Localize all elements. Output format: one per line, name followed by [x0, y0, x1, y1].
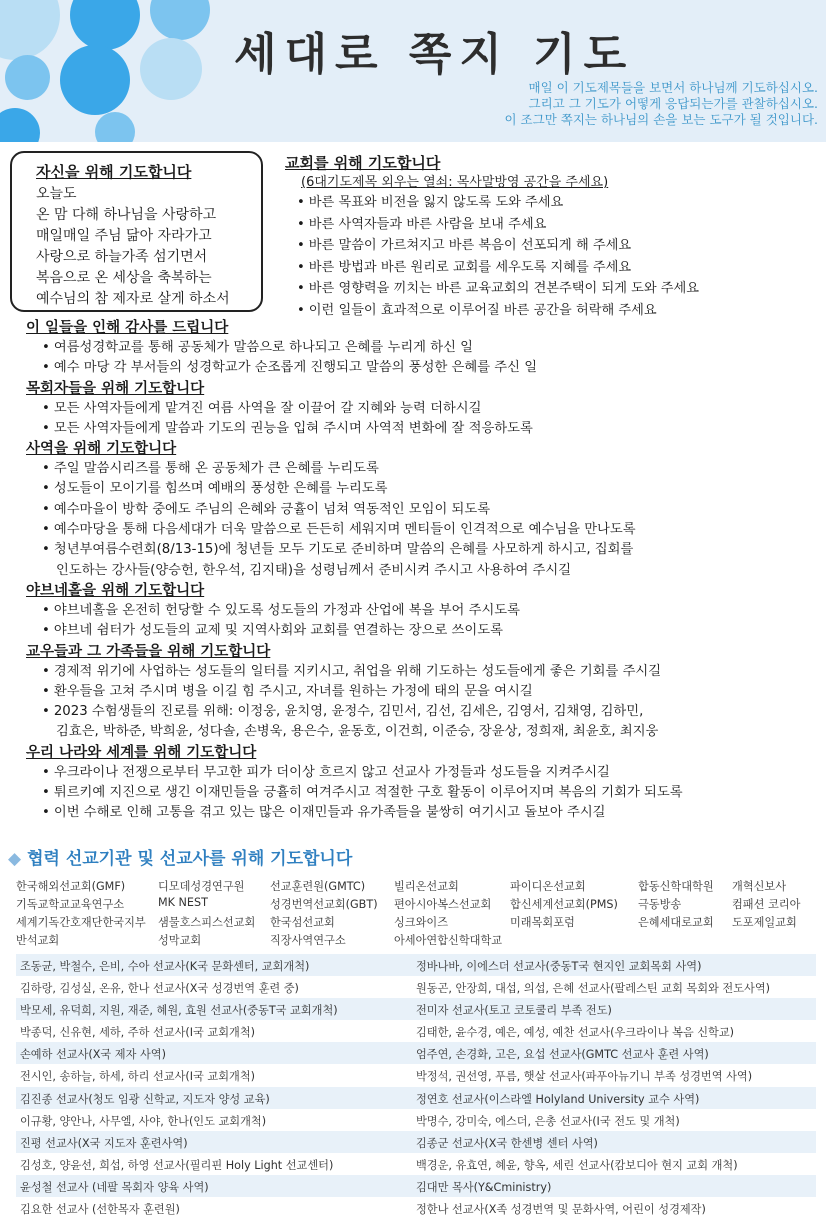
- decor-circle: [5, 55, 50, 100]
- agency-name: 싱크와이즈: [394, 916, 449, 929]
- self-prayer-box: [10, 151, 263, 312]
- missionary-row: [16, 954, 816, 976]
- church-prayer-item: • 바른 말씀이 가르쳐지고 바른 복음이 선포되게 해 주세요: [285, 235, 820, 257]
- missionary-entry: 김하랑, 김성실, 온유, 한나 선교사(X국 성경번역 훈련 중): [20, 982, 299, 996]
- agency-name: 개혁신보사: [732, 880, 787, 893]
- decor-circle: [140, 38, 202, 100]
- church-prayer-item: • 바른 영향력을 끼치는 바른 교육교회의 견본주택이 되게 도와 주세요: [285, 278, 820, 300]
- missionary-entry: 원동곤, 안장희, 대섭, 의섭, 은혜 선교사(팔레스틴 교회 목회와 전도사역): [416, 982, 771, 996]
- prayer-section: [26, 379, 818, 440]
- agency-name: 도포제일교회: [732, 916, 797, 929]
- prayer-sections: [26, 318, 818, 824]
- agency-name: 빌리온선교회: [394, 880, 459, 893]
- agency-name: 극동방송: [638, 898, 682, 911]
- decor-circle: [70, 0, 140, 50]
- mission-heading: [8, 844, 352, 869]
- church-prayer-item: • 바른 목표와 비전을 잃지 않도록 도와 주세요: [285, 192, 820, 214]
- prayer-item: • 야브네홀을 온전히 헌당할 수 있도록 성도들의 가정과 산업에 복을 부어 주시도록: [26, 601, 818, 621]
- missionary-entry: 정바나바, 이에스더 선교사(중동T국 현지인 교회목회 사역): [416, 960, 702, 973]
- prayer-item: • 모든 사역자들에게 말씀과 기도의 권능을 입혀 주시며 사역적 변화에 잘 적응하도록: [26, 419, 818, 439]
- agency-name: 선교훈련원(GMTC): [270, 880, 366, 893]
- prayer-item: • 튀르키예 지진으로 생긴 이재민들을 긍휼히 여겨주시고 적절한 구호 활동이 이루어지며 복음의 기회가 되도록: [26, 783, 818, 803]
- agency-name: 디모데성경연구원: [158, 880, 245, 893]
- header-banner: [0, 0, 826, 142]
- missionary-entry: 이규황, 양안나, 사무엘, 사야, 한나(인도 교회개척): [20, 1114, 267, 1128]
- agency-name: 은혜세대로교회: [638, 916, 714, 929]
- missionary-entry: 손예하 선교사(X국 제자 사역): [20, 1048, 166, 1062]
- agency-list: [16, 876, 822, 948]
- missionary-row: [16, 1153, 816, 1175]
- agency-name: 반석교회: [16, 934, 60, 947]
- section-heading: 우리 나라와 세계를 위해 기도합니다: [26, 744, 257, 761]
- missionary-entry: 박종덕, 신유현, 세하, 주하 선교사(I국 교회개척): [20, 1026, 256, 1040]
- prayer-item: • 성도들이 모이기를 힘쓰며 예배의 풍성한 은혜를 누리도록: [26, 479, 818, 499]
- agency-row: [16, 912, 822, 930]
- page-title: 세대로 쪽지 기도: [234, 29, 635, 80]
- agency-name: 컴패션 코리아: [732, 898, 801, 911]
- prayer-section: [26, 743, 818, 824]
- prayer-section: [26, 439, 818, 581]
- decor-circle: [0, 108, 40, 142]
- bullet-icon: ◆: [8, 849, 22, 869]
- prayer-item: • 우크라이나 전쟁으로부터 무고한 피가 더이상 흐르지 않고 선교사 가정들과 성도들을 지켜주시길: [26, 763, 818, 783]
- agency-name: 편아시아복스선교회: [394, 898, 492, 911]
- missionary-row: [16, 1064, 816, 1086]
- agency-name: 파이디온선교회: [510, 880, 586, 893]
- decor-circle: [60, 45, 130, 115]
- prayer-item: • 2023 수험생들의 진로를 위해: 이정웅, 윤치영, 윤정수, 김민서, 김선, 김세은, 김영서, 김채영, 김하민,: [26, 702, 818, 722]
- missionary-entry: 김대만 목사(Y&Cministry): [416, 1180, 552, 1194]
- missionary-entry: 전시인, 송하늘, 하세, 하리 선교사(I국 교회개척): [20, 1070, 256, 1084]
- prayer-item: • 예수마을이 방학 중에도 주님의 은혜와 긍휼이 넘쳐 역동적인 모임이 되도록: [26, 500, 818, 520]
- missionary-row: [16, 1020, 816, 1042]
- self-prayer-line: 오늘도: [36, 186, 77, 202]
- missionary-entry: 박정석, 권선영, 푸름, 햇살 선교사(파푸아뉴기니 부족 성경번역 사역): [416, 1070, 753, 1084]
- self-prayer-heading: 자신을 위해 기도합니다: [36, 163, 192, 181]
- church-prayer-section: [285, 153, 820, 322]
- missionary-entry: 김요한 선교사 (선한목자 훈련원): [20, 1203, 180, 1217]
- missionary-row: [16, 1197, 816, 1219]
- missionary-row: [16, 998, 816, 1020]
- agency-name: 합신세계선교회(PMS): [510, 898, 618, 911]
- missionary-row: [16, 1175, 816, 1197]
- agency-name: 샘물호스피스선교회: [158, 916, 256, 929]
- agency-name: 미래목회포럼: [510, 916, 575, 929]
- missionary-row: [16, 976, 816, 998]
- missionary-entry: 김진종 선교사(청도 임광 신학교, 지도자 양성 교육): [20, 1092, 270, 1106]
- self-prayer-line: 사랑으로 하늘가족 섬기면서: [36, 249, 208, 265]
- prayer-section: [26, 318, 818, 379]
- prayer-item-continued: 인도하는 강사들(양승헌, 한우석, 김지태)을 성령님께서 준비시켜 주시고 사용하여 주시길: [56, 562, 572, 578]
- church-prayer-key: (6대기도제목 외우는 열쇠: 목사말방영 공간을 주세요): [301, 175, 609, 190]
- missionary-entry: 정한나 선교사(X족 성경번역 및 문화사역, 어린이 성경제작): [416, 1203, 706, 1217]
- subtitle-line: 매일 이 기도제목들을 보면서 하나님께 기도하십시오.: [528, 80, 818, 95]
- agency-row: [16, 876, 822, 894]
- missionary-entry: 엄주연, 손경화, 고은, 요섭 선교사(GMTC 선교사 훈련 사역): [416, 1048, 709, 1062]
- self-prayer-line: 매일매일 주님 닮아 자라가고: [36, 228, 212, 244]
- prayer-item: • 환우들을 고쳐 주시며 병을 이길 힘 주시고, 자녀를 원하는 가정에 태의 문을 여시길: [26, 682, 818, 702]
- prayer-item: • 야브네 쉼터가 성도들의 교제 및 지역사회와 교회를 연결하는 장으로 쓰이도록: [26, 621, 818, 641]
- agency-name: 한국섬선교회: [270, 916, 335, 929]
- prayer-item: • 경제적 위기에 사업하는 성도들의 일터를 지키시고, 취업을 위해 기도하는 성도들에게 좋은 기회를 주시길: [26, 662, 818, 682]
- agency-name: MK NEST: [158, 896, 208, 909]
- missionary-entry: 김성호, 양윤선, 희섭, 하영 선교사(필리핀 Holy Light 선교센터): [20, 1158, 334, 1172]
- section-heading: 야브네홀을 위해 기도합니다: [26, 582, 205, 599]
- missionary-entry: 박명수, 강미숙, 에스더, 은총 선교사(I국 전도 및 개척): [416, 1114, 680, 1128]
- church-prayer-heading: 교회를 위해 기도합니다: [285, 154, 441, 172]
- missionary-entry: 김종군 선교사(X국 한센병 센터 사역): [416, 1136, 598, 1150]
- prayer-item: • 청년부여름수련회(8/13-15)에 청년들 모두 기도로 준비하며 말씀의 은혜를 사모하게 하시고, 집회를: [26, 540, 818, 560]
- agency-name: 직장사역연구소: [270, 934, 346, 947]
- agency-row: [16, 930, 822, 948]
- prayer-item-continued: 김효은, 박하준, 박희윤, 성다솔, 손병욱, 용은수, 윤동호, 이건희, 이준승, 장윤상, 정희재, 최윤호, 최지웅: [56, 724, 659, 740]
- decor-circle: [0, 0, 60, 60]
- header-subtitle: [505, 80, 819, 128]
- prayer-section: [26, 581, 818, 642]
- agency-name: 아세아연합신학대학교: [394, 934, 503, 947]
- prayer-item: • 예수마당을 통해 다음세대가 더욱 말씀으로 든든히 세워지며 멘티들이 인격적으로 예수님을 만나도록: [26, 520, 818, 540]
- subtitle-line: 이 조그만 쪽지는 하나님의 손을 보는 도구가 될 것입니다.: [504, 112, 818, 127]
- missionary-entry: 조동균, 박철수, 은비, 수아 선교사(K국 문화센터, 교회개척): [20, 960, 310, 973]
- missionary-table: [16, 954, 816, 1219]
- section-heading: 목회자들을 위해 기도합니다: [26, 380, 205, 397]
- agency-name: 기독교학교교육연구소: [16, 898, 125, 911]
- missionary-entry: 진평 선교사(X국 지도자 훈련사역): [20, 1136, 188, 1150]
- agency-name: 세계기독간호재단한국지부: [16, 916, 146, 929]
- missionary-entry: 박모세, 유덕희, 지원, 재준, 혜원, 효원 선교사(중동T국 교회개척): [20, 1004, 338, 1018]
- missionary-row: [16, 1109, 816, 1131]
- agency-name: 성막교회: [158, 934, 202, 947]
- subtitle-line: 그리고 그 기도가 어떻게 응답되는가를 관찰하십시오.: [528, 96, 818, 111]
- mission-heading-text: 협력 선교기관 및 선교사를 위해 기도합니다: [27, 849, 353, 869]
- church-prayer-item: • 바른 사역자들과 바른 사람을 보내 주세요: [285, 214, 820, 236]
- decor-circle: [95, 112, 135, 142]
- prayer-item: • 주일 말씀시리즈를 통해 온 공동체가 큰 은혜를 누리도록: [26, 459, 818, 479]
- self-prayer-line: 예수님의 참 제자로 살게 하소서: [36, 291, 230, 307]
- church-prayer-item: • 바른 방법과 바른 원리로 교회를 세우도록 지혜를 주세요: [285, 257, 820, 279]
- prayer-section: [26, 642, 818, 743]
- prayer-item: • 모든 사역자들에게 맡겨진 여름 사역을 잘 이끌어 갈 지혜와 능력 더하시길: [26, 399, 818, 419]
- agency-row: [16, 894, 822, 912]
- section-heading: 교우들과 그 가족들을 위해 기도합니다: [26, 643, 271, 660]
- section-heading: 이 일들을 인해 감사를 드립니다: [26, 320, 229, 336]
- agency-name: 한국해외선교회(GMF): [16, 880, 126, 893]
- church-prayer-item: • 이런 일들이 효과적으로 이루어질 바른 공간을 허락해 주세요: [285, 300, 820, 322]
- self-prayer-line: 복음으로 온 세상을 축복하는: [36, 270, 212, 286]
- missionary-entry: 윤성철 선교사 (네팔 목회자 양육 사역): [20, 1180, 209, 1194]
- prayer-item: • 예수 마당 각 부서들의 성경학교가 순조롭게 진행되고 말씀의 풍성한 은혜를 주신 일: [26, 358, 818, 378]
- self-prayer-line: 온 맘 다해 하나님을 사랑하고: [36, 207, 217, 223]
- missionary-row: [16, 1131, 816, 1153]
- missionary-entry: 정연호 선교사(이스라엘 Holyland University 교수 사역): [416, 1092, 700, 1106]
- agency-name: 성경번역선교회(GBT): [270, 898, 378, 911]
- agency-name: 합동신학대학원: [638, 880, 714, 893]
- prayer-item: • 이번 수해로 인해 고통을 겪고 있는 많은 이재민들과 유가족들을 불쌍히 여기시고 돌보아 주시길: [26, 803, 818, 823]
- prayer-item: • 여름성경학교를 통해 공동체가 말씀으로 하나되고 은혜를 누리게 하신 일: [26, 338, 818, 358]
- section-heading: 사역을 위해 기도합니다: [26, 441, 177, 458]
- missionary-row: [16, 1042, 816, 1064]
- missionary-entry: 백경운, 유효연, 혜윤, 향옥, 세린 선교사(캄보디아 현지 교회 개척): [416, 1158, 738, 1172]
- missionary-entry: 전미자 선교사(토고 코토쿨리 부족 전도): [416, 1004, 612, 1018]
- missionary-row: [16, 1087, 816, 1109]
- missionary-entry: 김태한, 윤수경, 예은, 예성, 예찬 선교사(우크라이나 복음 신학교): [416, 1026, 735, 1040]
- decor-circle: [150, 0, 210, 40]
